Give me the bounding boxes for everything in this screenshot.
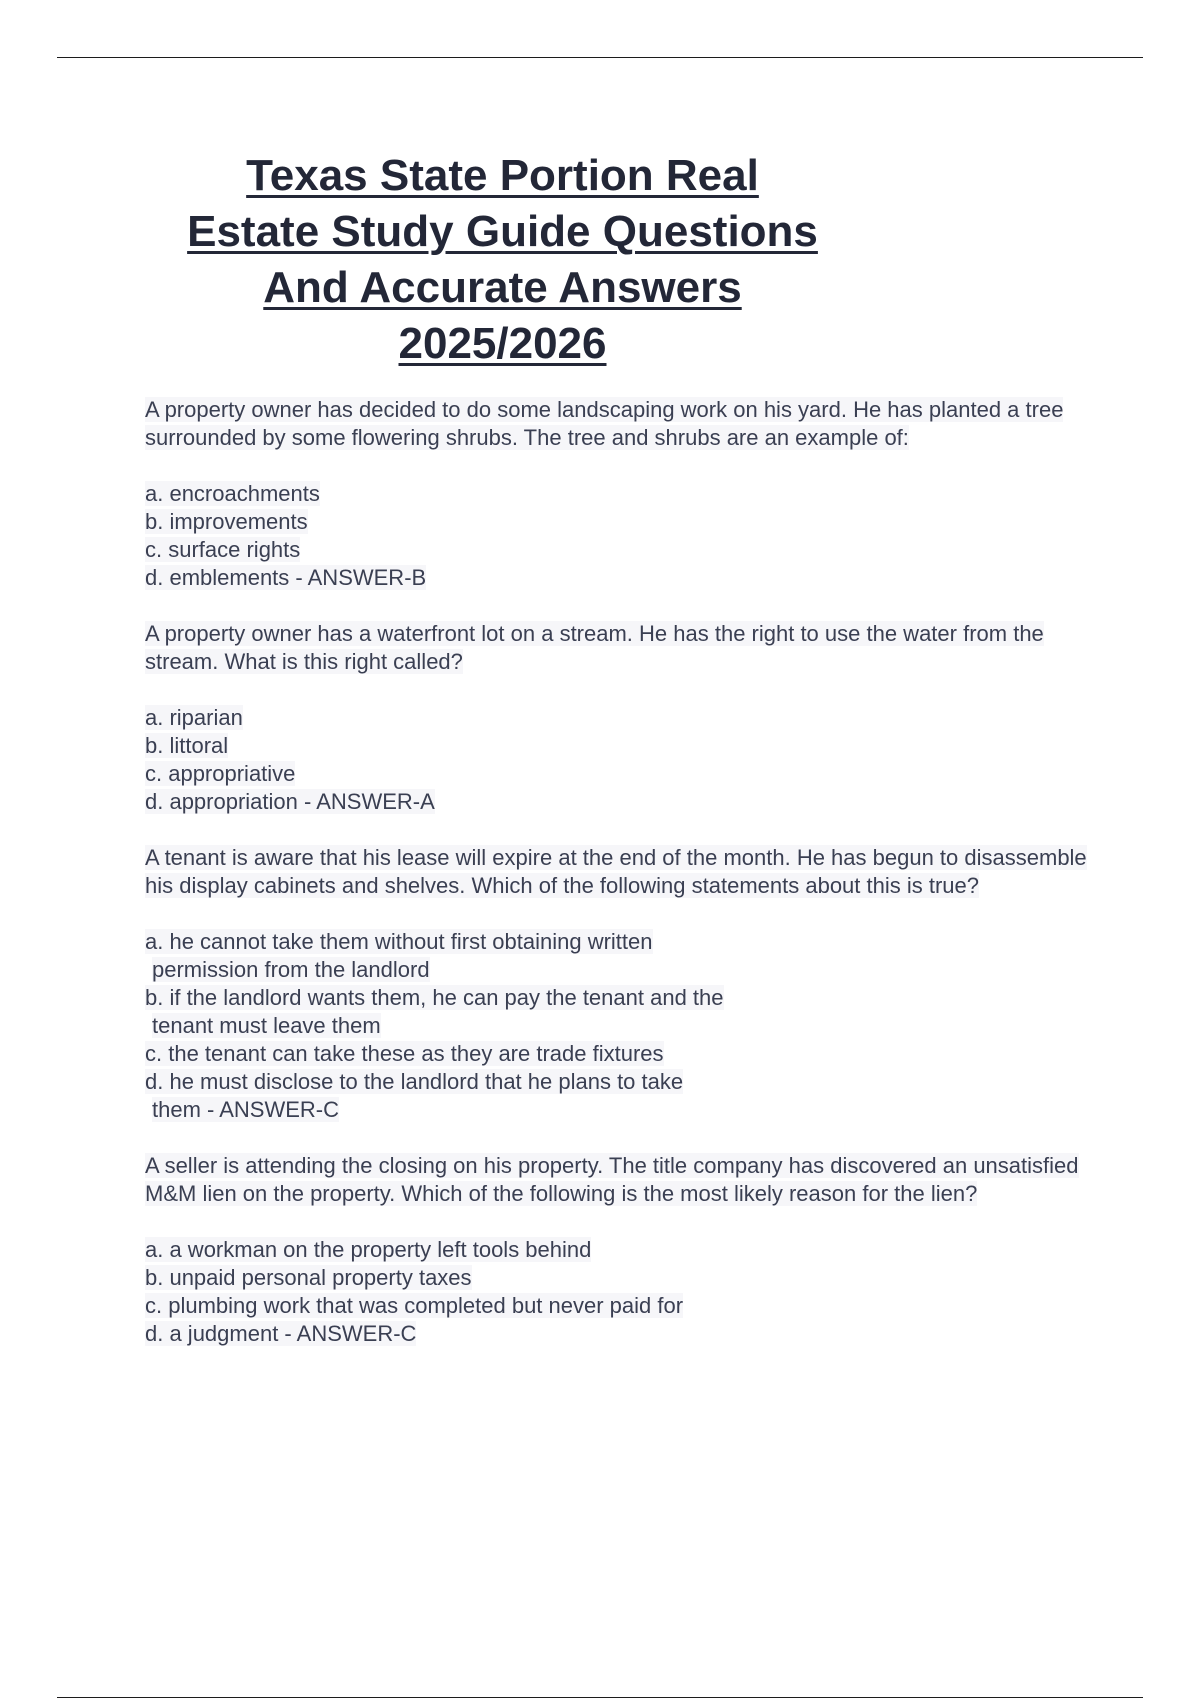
option-line: a. he cannot take them without first obtaining written [145,929,653,954]
question-1 [145,396,1105,452]
option-line: d. he must disclose to the landlord that he plans to take [145,1069,684,1094]
question-1-options [145,480,1105,592]
document-body [145,396,1105,1376]
bottom-rule [57,1697,1143,1698]
title-line: Estate Study Guide Questions [187,207,818,256]
option-line: c. the tenant can take these as they are trade fixtures [145,1041,664,1066]
option-line: c. appropriative [145,761,296,786]
question-text: A seller is attending the closing on his property. The title company has discovered an unsatisfied M&M lien on the property. Which of the following is the most likely reason for the lien? [145,1153,1079,1206]
option-line-answer: them - ANSWER-C [152,1097,340,1122]
option-line: b. littoral [145,733,229,758]
option-line: b. if the landlord wants them, he can pay the tenant and the [145,985,724,1010]
question-4 [145,1152,1105,1208]
option-line-continued: permission from the landlord [152,957,430,982]
option-line-answer: d. emblements - ANSWER-B [145,565,427,590]
question-text: A tenant is aware that his lease will expire at the end of the month. He has begun to disassemble his display cabinets and shelves. Which of the following statements about this is true? [145,845,1087,898]
title-line: Texas State Portion Real [246,151,759,200]
option-line: a. encroachments [145,481,320,506]
option-line-answer: d. a judgment - ANSWER-C [145,1321,417,1346]
option-line: c. surface rights [145,537,301,562]
top-rule [57,57,1143,58]
option-line-continued: tenant must leave them [152,1013,381,1038]
question-3-options [145,928,1105,1124]
option-line: c. plumbing work that was completed but never paid for [145,1293,684,1318]
question-4-options [145,1236,1105,1348]
option-line-answer: d. appropriation - ANSWER-A [145,789,435,814]
question-2 [145,620,1105,676]
option-line: a. a workman on the property left tools behind [145,1237,592,1262]
option-line: b. unpaid personal property taxes [145,1265,472,1290]
option-line: b. improvements [145,509,308,534]
title-line: And Accurate Answers [263,263,742,312]
document-title [145,148,860,372]
option-line: a. riparian [145,705,243,730]
question-text: A property owner has decided to do some landscaping work on his yard. He has planted a tree surrounded by some flowering shrubs. The tree and shrubs are an example of: [145,397,1064,450]
question-2-options [145,704,1105,816]
title-line: 2025/2026 [398,319,607,368]
question-text: A property owner has a waterfront lot on a stream. He has the right to use the water from the stream. What is this right called? [145,621,1044,674]
question-3 [145,844,1105,900]
